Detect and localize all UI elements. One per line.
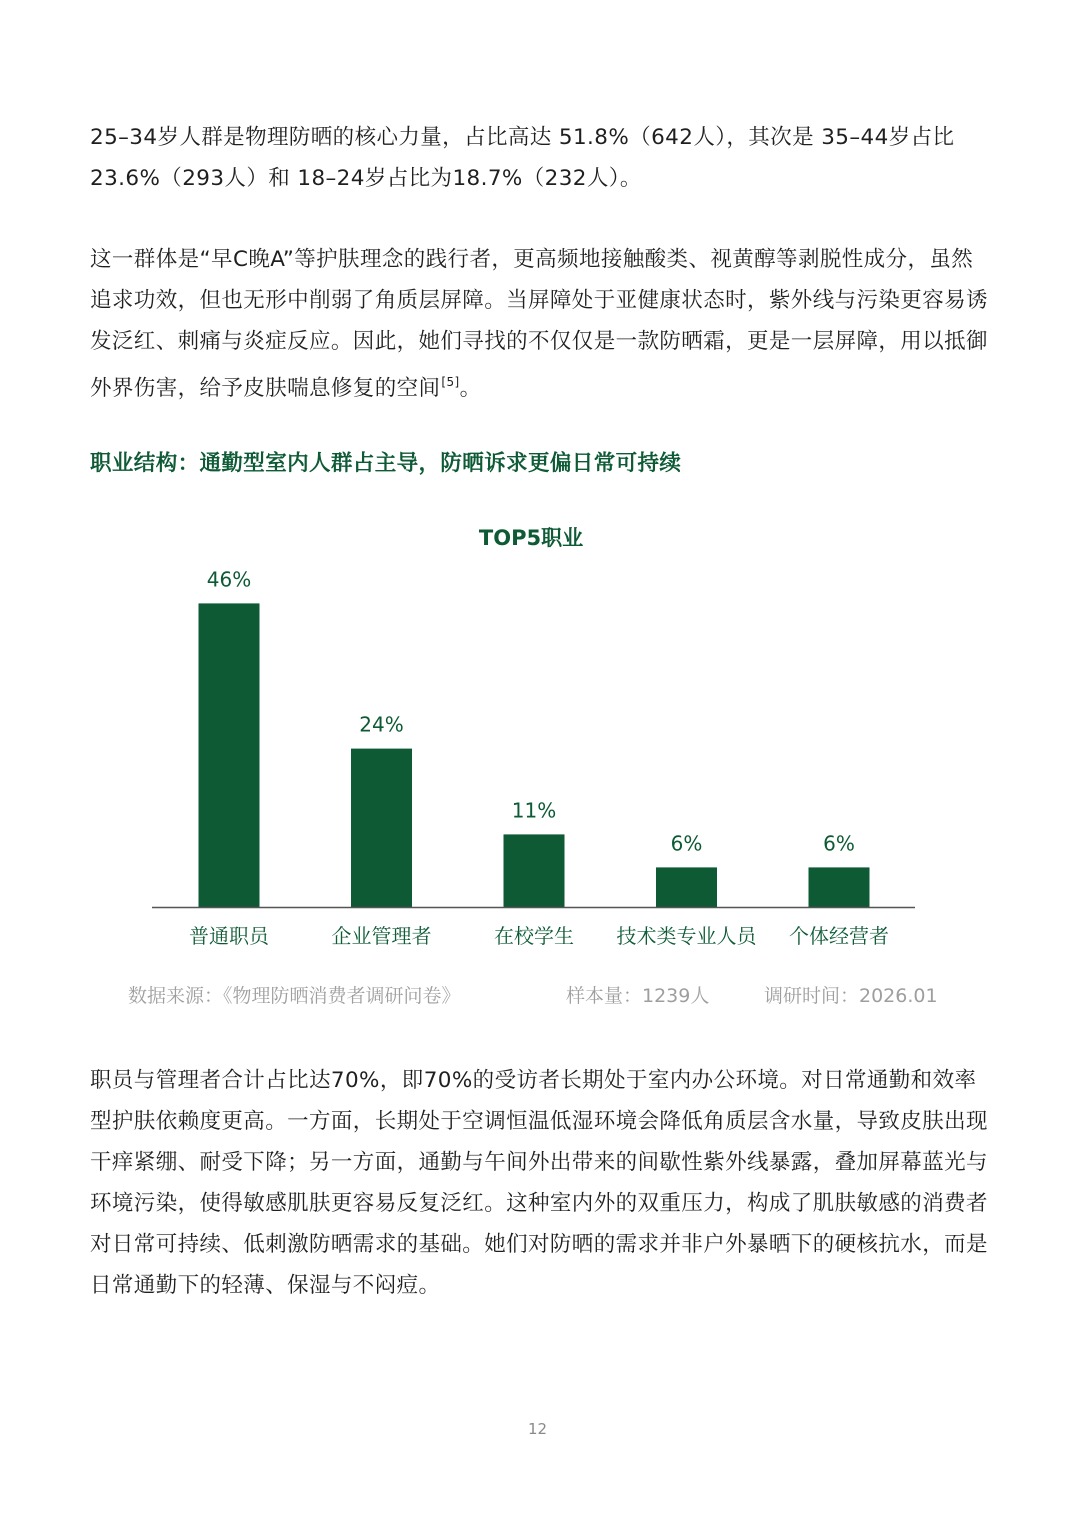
category-label-3: 在校学生 xyxy=(494,924,574,948)
bar-4 xyxy=(656,867,717,907)
chart-title: TOP5职业 xyxy=(478,526,584,550)
category-label-4: 技术类专业人员 xyxy=(616,924,757,948)
bar-value-label-4: 6% xyxy=(670,831,703,856)
bar-5 xyxy=(809,867,870,907)
bar-value-label-3: 11% xyxy=(511,798,557,823)
category-label-1: 普通职员 xyxy=(189,924,269,948)
age-paragraph: 25–34岁人群是物理防晒的核心力量，占比高达 51.8%（642人），其次是 35–44岁占比23.6%（293人）和 18–24岁占比为18.7%（232人）。 xyxy=(90,125,955,191)
category-label-2: 企业管理者 xyxy=(331,924,432,948)
bar-value-label-2: 24% xyxy=(359,712,404,737)
category-label-5: 个体经营者 xyxy=(789,924,889,948)
source-line xyxy=(0,981,1080,1011)
bar-value-label-1: 46% xyxy=(206,567,252,592)
bar-value-label-5: 6% xyxy=(823,831,855,856)
bar-3 xyxy=(504,834,565,907)
section-heading: 职业结构：通勤型室内人群占主导，防晒诉求更偏日常可持续 xyxy=(90,451,682,476)
occupation-bar-chart xyxy=(0,560,1080,960)
citation-reference: [5] xyxy=(441,375,460,389)
survey-time-text: 调研时间：2026.01 xyxy=(764,985,938,1007)
occupation-paragraph: 职员与管理者合计占比达70%，即70%的受访者长期处于室内办公环境。对日常通勤和效率型护肤依赖度更高。一方面，长期处于空调恒温低湿环境会降低角质层含水量，导致皮肤出现干痒紧绷、耐受下降；另一方面，通勤与午间外出带来的间歇性紫外线暴露，叠加屏幕蓝光与环境污染，使得敏感肌肤更容易反复泛红。这种室内外的双重压力，构成了肌肤敏感的消费者对日常可持续、低刺激防晒需求的基础。她们对防晒的需求并非户外暴晒下的硬核抗水，而是日常通勤下的轻薄、保湿与不闷痘。 xyxy=(90,1068,988,1298)
bar-1 xyxy=(199,603,260,907)
page-number: 12 xyxy=(527,1420,548,1438)
bar-2 xyxy=(351,749,412,907)
skincare-paragraph-end: 。 xyxy=(459,376,482,401)
data-source-text: 数据来源：《物理防晒消费者调研问卷》 xyxy=(128,985,461,1007)
sample-size-text: 样本量：1239人 xyxy=(566,985,710,1007)
skincare-paragraph-text: 这一群体是“早C晚A”等护肤理念的践行者，更高频地接触酸类、视黄醇等剥脱性成分，虽然追求功效，但也无形中削弱了角质层屏障。当屏障处于亚健康状态时，紫外线与污染更容易诱发泛红、刺痛与炎症反应。因此，她们寻找的不仅仅是一款防晒霜，更是一层屏障，用以抵御外界伤害，给予皮肤喘息修复的空间 xyxy=(90,247,988,401)
skincare-paragraph xyxy=(90,239,990,409)
